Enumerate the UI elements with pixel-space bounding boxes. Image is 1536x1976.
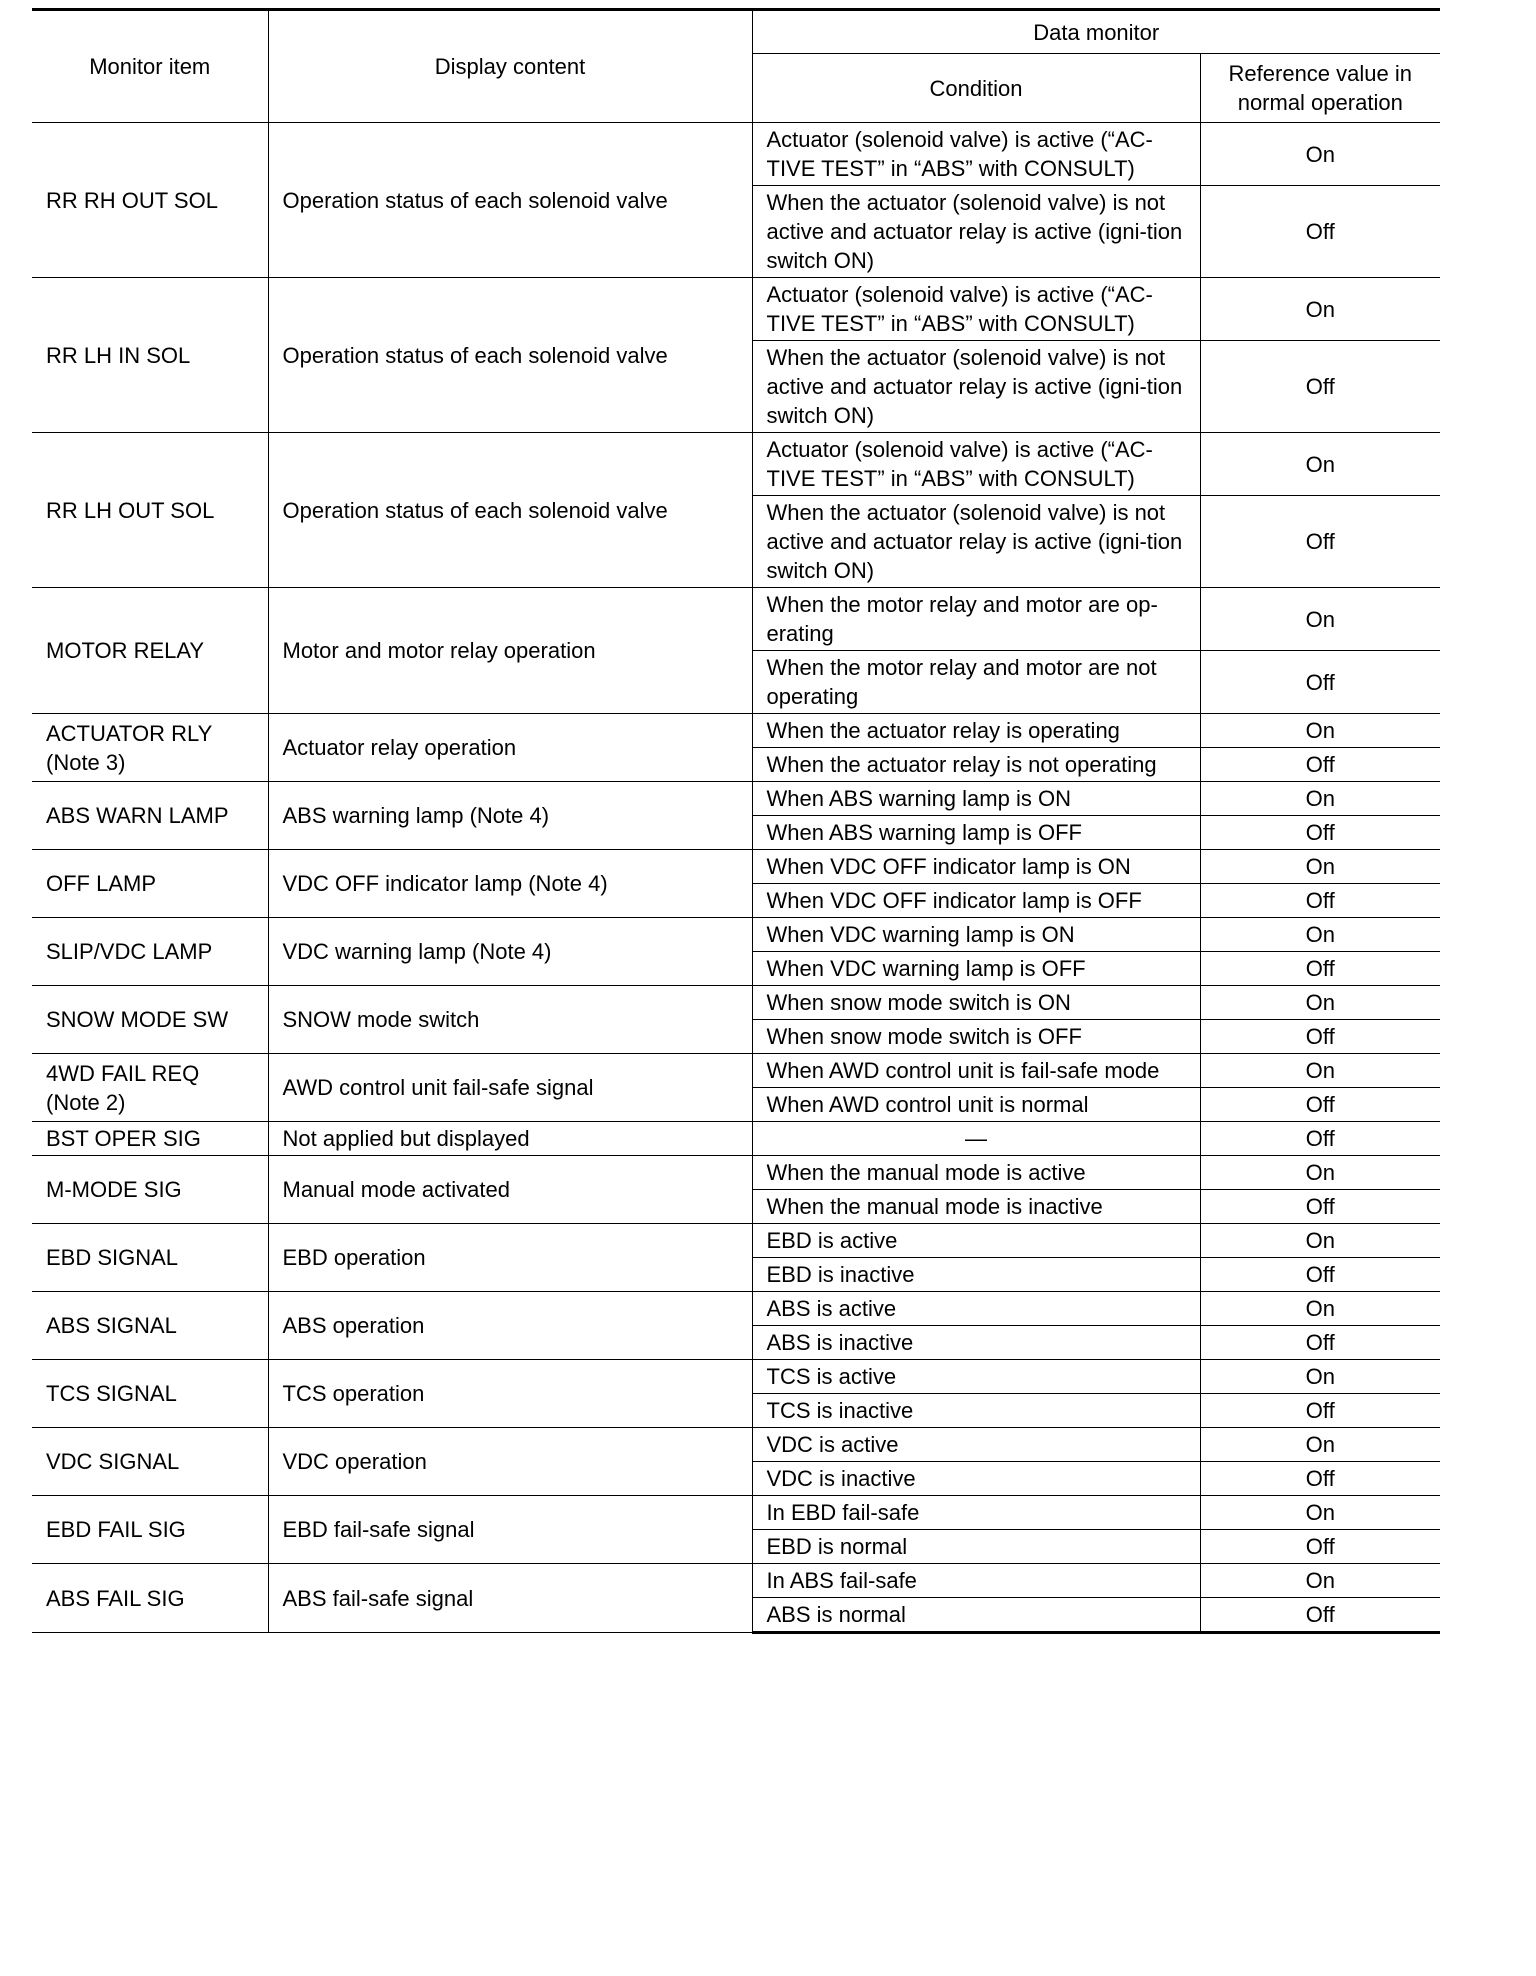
condition-cell: When ABS warning lamp is OFF — [752, 816, 1200, 850]
condition-cell: When snow mode switch is OFF — [752, 1020, 1200, 1054]
reference-value-cell: Off — [1200, 341, 1440, 433]
table-row — [32, 588, 1440, 651]
condition-cell: When the actuator relay is not operating — [752, 748, 1200, 782]
reference-value-cell: On — [1200, 433, 1440, 496]
monitor-item-cell: SLIP/VDC LAMP — [32, 918, 268, 986]
condition-cell: VDC is active — [752, 1428, 1200, 1462]
monitor-item-cell: RR LH OUT SOL — [32, 433, 268, 588]
reference-value-cell: Off — [1200, 1190, 1440, 1224]
reference-value-cell: Off — [1200, 748, 1440, 782]
table-row — [32, 1156, 1440, 1190]
condition-cell: When ABS warning lamp is ON — [752, 782, 1200, 816]
table-row — [32, 278, 1440, 341]
reference-value-cell: On — [1200, 1054, 1440, 1088]
condition-cell: TCS is inactive — [752, 1394, 1200, 1428]
condition-cell: When the manual mode is inactive — [752, 1190, 1200, 1224]
display-content-cell: AWD control unit fail-safe signal — [268, 1054, 752, 1122]
reference-value-cell: On — [1200, 588, 1440, 651]
display-content-cell: Actuator relay operation — [268, 714, 752, 782]
reference-value-cell: Off — [1200, 496, 1440, 588]
reference-value-cell: Off — [1200, 1122, 1440, 1156]
reference-value-cell: Off — [1200, 884, 1440, 918]
monitor-item-cell: TCS SIGNAL — [32, 1360, 268, 1428]
display-content-cell: VDC operation — [268, 1428, 752, 1496]
table-row — [32, 1360, 1440, 1394]
monitor-item-cell: OFF LAMP — [32, 850, 268, 918]
table-row — [32, 1054, 1440, 1088]
reference-value-cell: Off — [1200, 1598, 1440, 1633]
condition-cell: When VDC OFF indicator lamp is ON — [752, 850, 1200, 884]
table-body — [32, 123, 1440, 1633]
condition-cell: When the actuator (solenoid valve) is not active and actuator relay is active (igni-tion switch ON) — [752, 186, 1200, 278]
condition-cell: When snow mode switch is ON — [752, 986, 1200, 1020]
condition-cell: ABS is normal — [752, 1598, 1200, 1633]
condition-cell: — — [752, 1122, 1200, 1156]
condition-cell: When the actuator (solenoid valve) is not active and actuator relay is active (igni-tion switch ON) — [752, 496, 1200, 588]
reference-value-cell: Off — [1200, 651, 1440, 714]
reference-value-cell: Off — [1200, 1530, 1440, 1564]
reference-value-cell: Off — [1200, 816, 1440, 850]
table-row — [32, 1496, 1440, 1530]
table-row — [32, 714, 1440, 748]
monitor-item-cell: M-MODE SIG — [32, 1156, 268, 1224]
monitor-item-cell: RR LH IN SOL — [32, 278, 268, 433]
display-content-cell: EBD operation — [268, 1224, 752, 1292]
table-row — [32, 782, 1440, 816]
condition-cell: ABS is inactive — [752, 1326, 1200, 1360]
table-row — [32, 433, 1440, 496]
table-row — [32, 1428, 1440, 1462]
condition-cell: When AWD control unit is normal — [752, 1088, 1200, 1122]
display-content-cell: EBD fail-safe signal — [268, 1496, 752, 1564]
reference-value-cell: On — [1200, 986, 1440, 1020]
display-content-cell: SNOW mode switch — [268, 986, 752, 1054]
reference-value-cell: Off — [1200, 1326, 1440, 1360]
reference-value-cell: Off — [1200, 952, 1440, 986]
table-row — [32, 1564, 1440, 1598]
reference-value-cell: On — [1200, 1224, 1440, 1258]
display-content-cell: TCS operation — [268, 1360, 752, 1428]
reference-value-cell: On — [1200, 278, 1440, 341]
display-content-cell: Operation status of each solenoid valve — [268, 123, 752, 278]
display-content-cell: Manual mode activated — [268, 1156, 752, 1224]
monitor-item-cell: VDC SIGNAL — [32, 1428, 268, 1496]
condition-cell: Actuator (solenoid valve) is active (“AC-TIVE TEST” in “ABS” with CONSULT) — [752, 278, 1200, 341]
reference-value-cell: Off — [1200, 1088, 1440, 1122]
header-reference-value: Reference value in normal operation — [1200, 54, 1440, 123]
monitor-item-cell: RR RH OUT SOL — [32, 123, 268, 278]
header-row-top — [32, 10, 1440, 54]
reference-value-cell: On — [1200, 1564, 1440, 1598]
condition-cell: When the motor relay and motor are op-erating — [752, 588, 1200, 651]
reference-value-cell: On — [1200, 1156, 1440, 1190]
condition-cell: Actuator (solenoid valve) is active (“AC-TIVE TEST” in “ABS” with CONSULT) — [752, 433, 1200, 496]
monitor-item-cell: ACTUATOR RLY (Note 3) — [32, 714, 268, 782]
reference-value-cell: On — [1200, 1360, 1440, 1394]
table-row — [32, 1224, 1440, 1258]
display-content-cell: VDC OFF indicator lamp (Note 4) — [268, 850, 752, 918]
condition-cell: When the actuator relay is operating — [752, 714, 1200, 748]
table-row — [32, 850, 1440, 884]
header-condition: Condition — [752, 54, 1200, 123]
condition-cell: EBD is inactive — [752, 1258, 1200, 1292]
table-row — [32, 1122, 1440, 1156]
condition-cell: In ABS fail-safe — [752, 1564, 1200, 1598]
data-monitor-sheet — [32, 8, 1440, 1634]
condition-cell: When VDC warning lamp is OFF — [752, 952, 1200, 986]
display-content-cell: ABS fail-safe signal — [268, 1564, 752, 1633]
condition-cell: When VDC warning lamp is ON — [752, 918, 1200, 952]
monitor-item-cell: ABS FAIL SIG — [32, 1564, 268, 1633]
reference-value-cell: Off — [1200, 186, 1440, 278]
table-row — [32, 986, 1440, 1020]
reference-value-cell: On — [1200, 918, 1440, 952]
monitor-item-cell: ABS WARN LAMP — [32, 782, 268, 850]
header-monitor-item: Monitor item — [32, 10, 268, 123]
reference-value-cell: On — [1200, 1292, 1440, 1326]
display-content-cell: VDC warning lamp (Note 4) — [268, 918, 752, 986]
header-display-content: Display content — [268, 10, 752, 123]
monitor-item-cell: 4WD FAIL REQ (Note 2) — [32, 1054, 268, 1122]
display-content-cell: Operation status of each solenoid valve — [268, 433, 752, 588]
reference-value-cell: On — [1200, 1496, 1440, 1530]
reference-value-cell: On — [1200, 714, 1440, 748]
reference-value-cell: Off — [1200, 1258, 1440, 1292]
condition-cell: When the manual mode is active — [752, 1156, 1200, 1190]
condition-cell: VDC is inactive — [752, 1462, 1200, 1496]
display-content-cell: Motor and motor relay operation — [268, 588, 752, 714]
condition-cell: ABS is active — [752, 1292, 1200, 1326]
condition-cell: In EBD fail-safe — [752, 1496, 1200, 1530]
display-content-cell: ABS warning lamp (Note 4) — [268, 782, 752, 850]
condition-cell: EBD is active — [752, 1224, 1200, 1258]
table-row — [32, 1292, 1440, 1326]
monitor-item-cell: ABS SIGNAL — [32, 1292, 268, 1360]
table-header — [32, 10, 1440, 123]
condition-cell: When the actuator (solenoid valve) is not active and actuator relay is active (igni-tion switch ON) — [752, 341, 1200, 433]
reference-value-cell: Off — [1200, 1020, 1440, 1054]
reference-value-cell: On — [1200, 782, 1440, 816]
display-content-cell: ABS operation — [268, 1292, 752, 1360]
monitor-item-cell: EBD FAIL SIG — [32, 1496, 268, 1564]
condition-cell: TCS is active — [752, 1360, 1200, 1394]
reference-value-cell: On — [1200, 850, 1440, 884]
display-content-cell: Not applied but displayed — [268, 1122, 752, 1156]
condition-cell: When VDC OFF indicator lamp is OFF — [752, 884, 1200, 918]
reference-value-cell: On — [1200, 1428, 1440, 1462]
monitor-item-cell: MOTOR RELAY — [32, 588, 268, 714]
data-monitor-table — [32, 8, 1440, 1634]
condition-cell: When AWD control unit is fail-safe mode — [752, 1054, 1200, 1088]
reference-value-cell: Off — [1200, 1462, 1440, 1496]
condition-cell: EBD is normal — [752, 1530, 1200, 1564]
reference-value-cell: Off — [1200, 1394, 1440, 1428]
monitor-item-cell: BST OPER SIG — [32, 1122, 268, 1156]
condition-cell: When the motor relay and motor are not operating — [752, 651, 1200, 714]
display-content-cell: Operation status of each solenoid valve — [268, 278, 752, 433]
table-row — [32, 918, 1440, 952]
header-data-monitor: Data monitor — [752, 10, 1440, 54]
reference-value-cell: On — [1200, 123, 1440, 186]
table-row — [32, 123, 1440, 186]
condition-cell: Actuator (solenoid valve) is active (“AC-TIVE TEST” in “ABS” with CONSULT) — [752, 123, 1200, 186]
monitor-item-cell: EBD SIGNAL — [32, 1224, 268, 1292]
monitor-item-cell: SNOW MODE SW — [32, 986, 268, 1054]
